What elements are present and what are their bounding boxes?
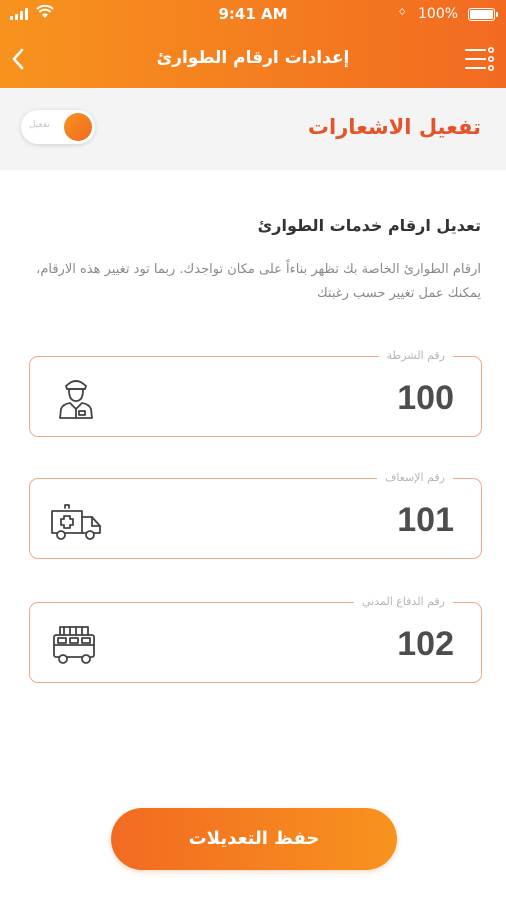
notifications-toggle[interactable] [21,110,95,144]
page-title: إعدادات ارقام الطوارئ [156,48,350,68]
app-header [0,0,506,88]
battery-icon [468,8,495,21]
status-time: 9:41 AM [218,5,288,23]
section-description: ارقام الطوارئ الخاصة بك تظهر بناءاً على مكان تواجدك. ربما تود تغيير هذه الارقام، يمكنك عمل تغيير حسب رغبتك [36,262,481,301]
fire-truck-icon [48,619,104,667]
save-changes-button[interactable]: حفظ التعديلات [111,808,397,870]
civil-defense-number-label: رقم الدفاع المدني [354,595,453,608]
notifications-label: تفعيل الاشعارات [307,115,481,139]
menu-button[interactable] [464,46,496,72]
battery-tip [496,12,498,17]
ambulance-number-label: رقم الإسعاف [377,471,453,484]
ambulance-number-field[interactable] [29,471,482,559]
civil-defense-number-value[interactable]: 102 [397,625,454,663]
ambulance-number-value[interactable]: 101 [397,501,454,539]
ambulance-icon [48,495,104,543]
battery-percent: 100% [418,6,459,22]
chevron-left-icon [11,48,25,70]
status-bar [0,0,506,30]
police-number-value[interactable]: 100 [397,379,454,417]
police-officer-icon [48,373,104,421]
back-button[interactable] [6,44,30,74]
bluetooth-icon: ᛜ [398,5,407,21]
toggle-knob [64,113,92,141]
menu-icon [464,46,496,72]
toggle-label: تفعيل [29,120,50,130]
civil-defense-number-field[interactable] [29,595,482,683]
police-number-label: رقم الشرطة [379,349,453,362]
police-number-field[interactable] [29,349,482,437]
section-title: تعديل ارقام خدمات الطوارئ [257,216,481,235]
